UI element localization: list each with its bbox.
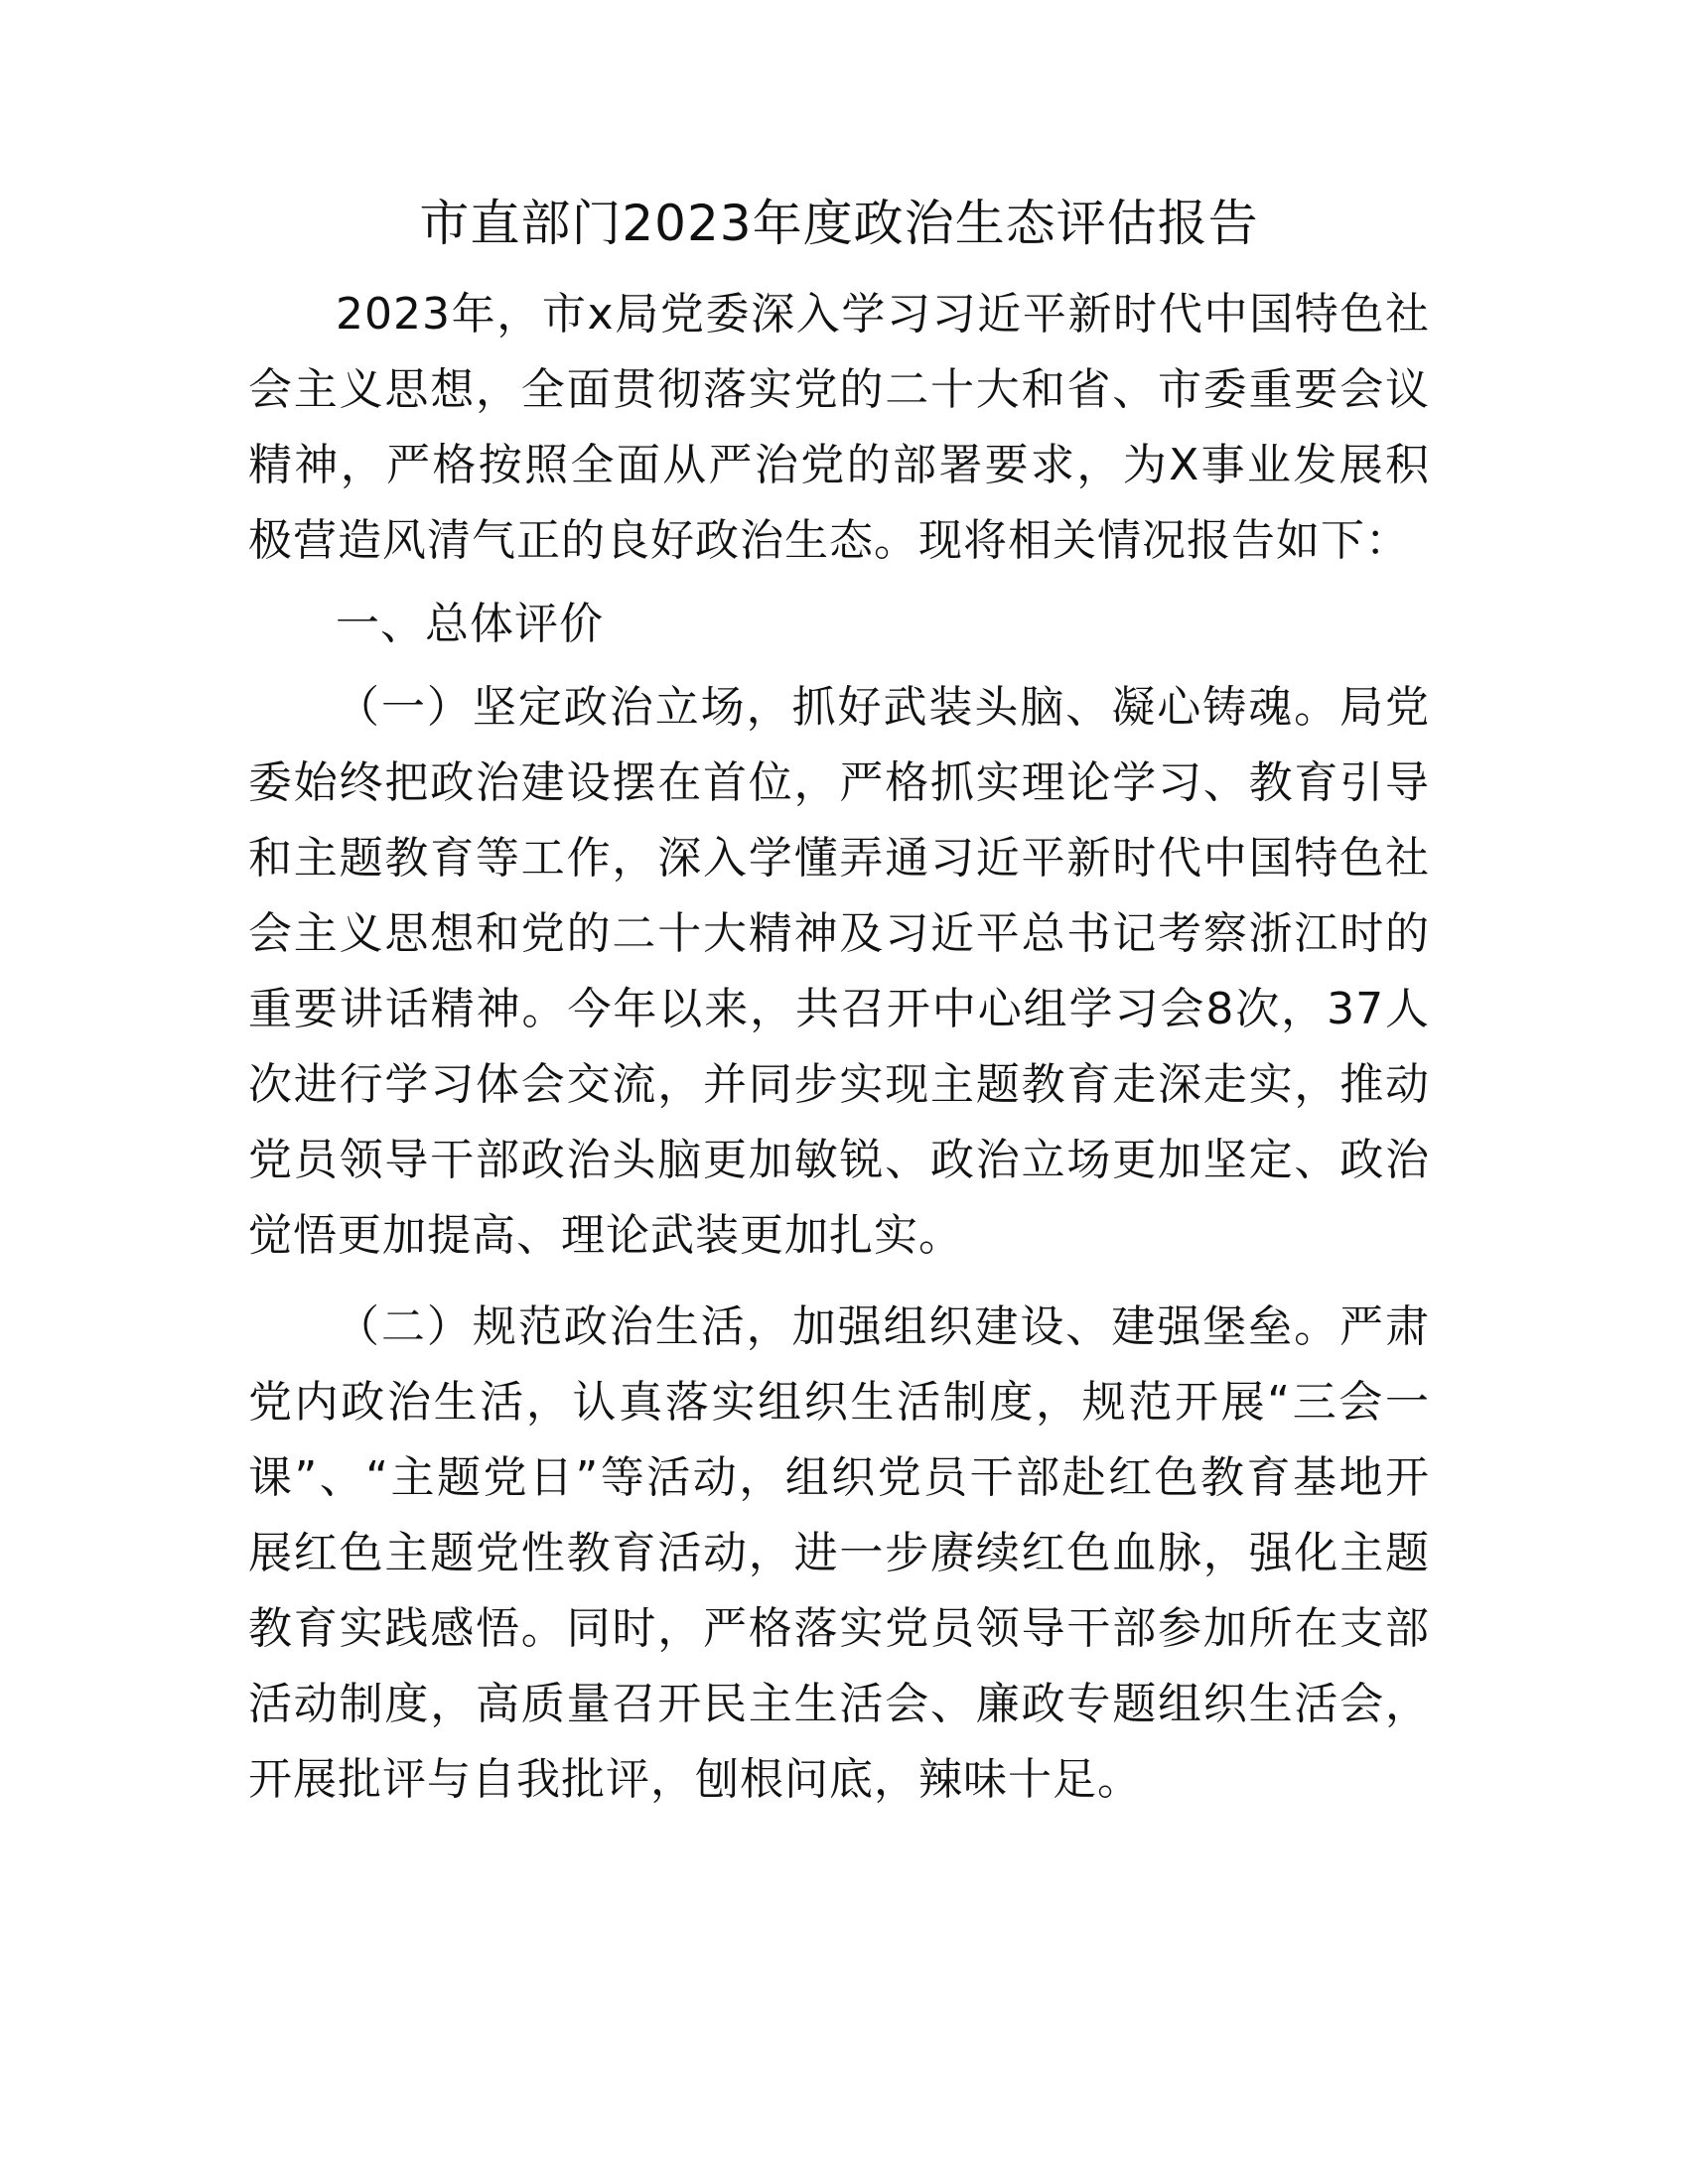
- document-title: 市直部门2023年度政治生态评估报告: [419, 195, 1259, 252]
- document-page: [248, 194, 1430, 1818]
- section-heading-overall-evaluation: 一、总体评价: [336, 599, 604, 649]
- subsection-political-stance: （一）坚定政治立场，抓好武装头脑、凝心铸魂。局党委始终把政治建设摆在首位，严格抓实理论学习、教育引导和主题教育等工作，深入学懂弄通习近平新时代中国特色社会主义思想和党的二十大精神及习近平总书记考察浙江时的重要讲话精神。今年以来，共召开中心组学习会8次，37人次进行学习体会交流，并同步实现主题教育走深走实，推动党员领导干部政治头脑更加敏锐、政治立场更加坚定、政治觉悟更加提高、理论武装更加扎实。: [248, 682, 1430, 1261]
- subsection-political-life: （二）规范政治生活，加强组织建设、建强堡垒。严肃党内政治生活，认真落实组织生活制度，规范开展“三会一课”、“主题党日”等活动，组织党员干部赴红色教育基地开展红色主题党性教育活动，进一步赓续红色血脉，强化主题教育实践感悟。同时，严格落实党员领导干部参加所在支部活动制度，高质量召开民主生活会、廉政专题组织生活会，开展批评与自我批评，刨根问底，辣味十足。: [248, 1301, 1430, 1805]
- intro-paragraph: 2023年，市x局党委深入学习习近平新时代中国特色社会主义思想，全面贯彻落实党的二十大和省、市委重要会议精神，严格按照全面从严治党的部署要求，为X事业发展积极营造风清气正的良好政治生态。现将相关情况报告如下：: [248, 289, 1430, 566]
